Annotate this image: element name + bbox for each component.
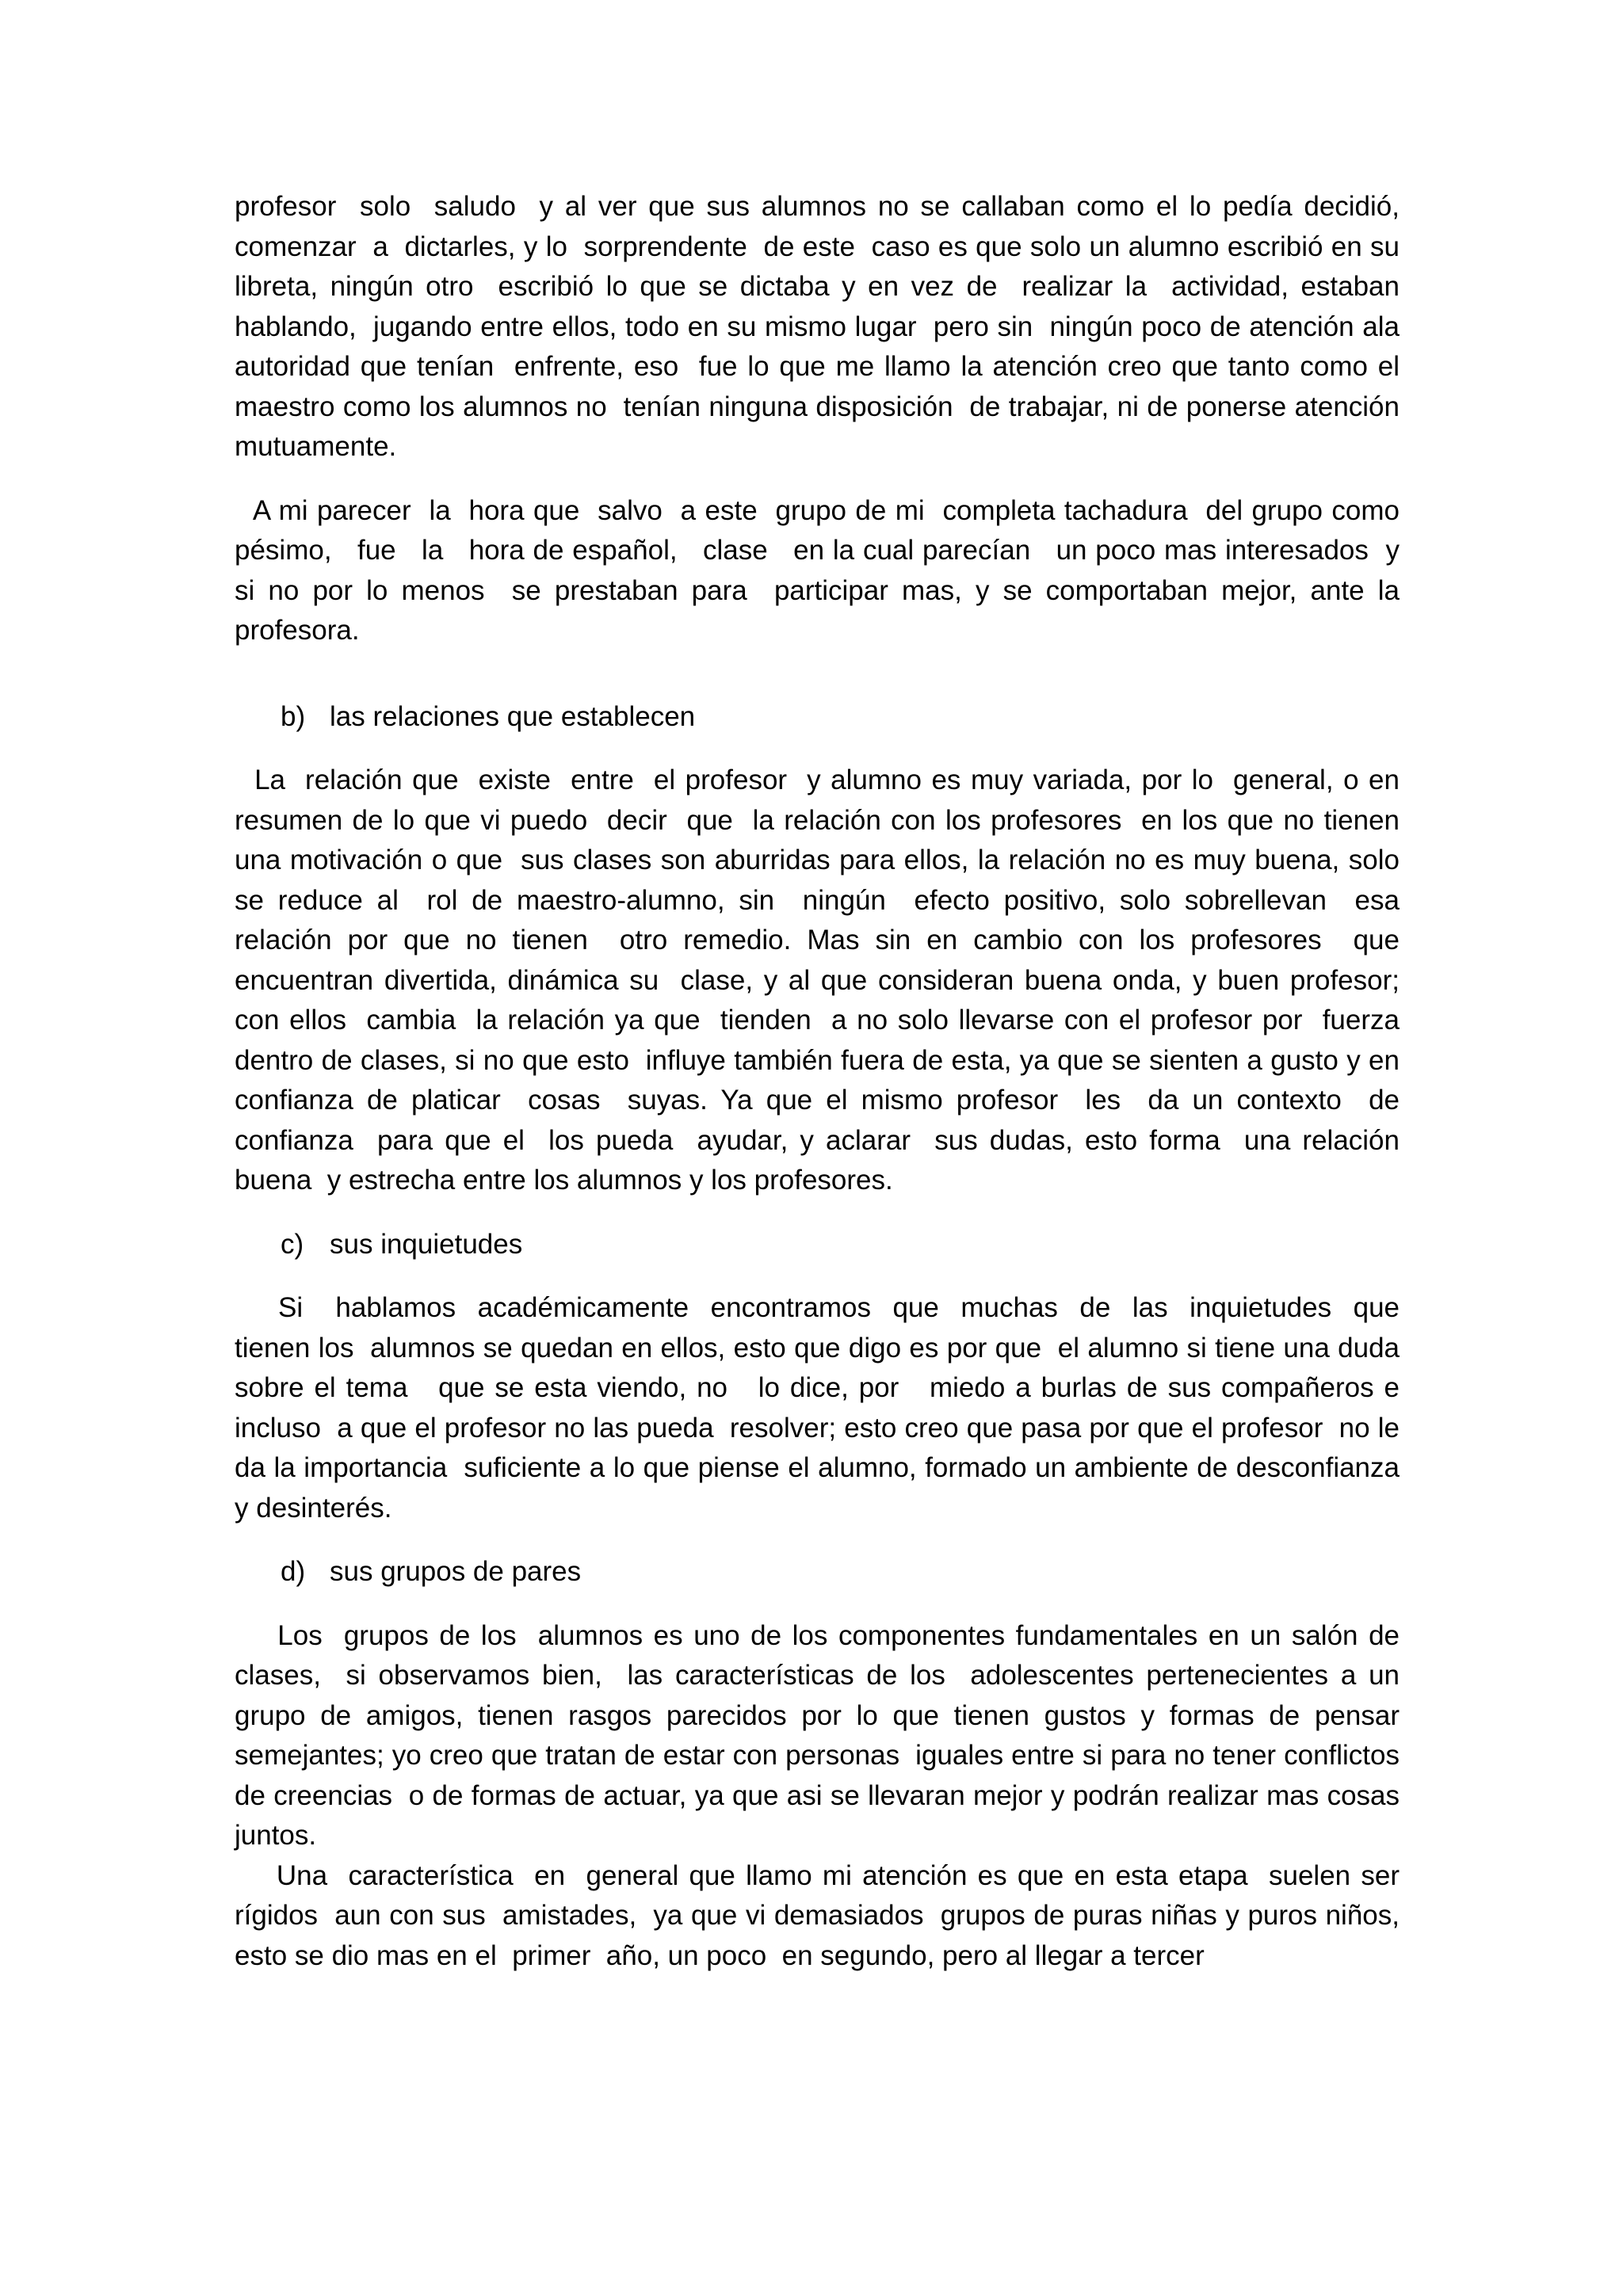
section-marker: c): [281, 1228, 304, 1260]
spacer: [235, 467, 1400, 491]
section-paragraph: Una característica en general que llamo mi atención es que en esta etapa suelen ser rígidos aun con sus amistades, ya que vi demasiados grupos de puras niñas y puros niños, esto se dio mas en el primer año, un poco en segundo, pero al llegar a tercer: [235, 1859, 1407, 1971]
section-title: sus grupos de pares: [330, 1556, 582, 1587]
section-heading: [235, 1225, 1400, 1265]
section-title: las relaciones que establecen: [330, 700, 696, 732]
intro-paragraph: profesor solo saludo y al ver que sus alumnos no se callaban como el lo pedía decidió, comenzar a dictarles, y lo sorprendente de este caso es que solo un alumno escribió en su libreta, ningún otro escribió lo que se dictaba y en vez de realizar la actividad, estaban hablando, jugando entre ellos, todo en su mismo lugar pero sin ningún poco de atención ala autoridad que tenían enfrente, eso fue lo que me llamo la atención creo que tanto como el maestro como los alumnos no tenían ninguna disposición de trabajar, ni de ponerse atención mutuamente.: [235, 191, 1415, 462]
spacer: [235, 1264, 1400, 1288]
section-marker: d): [281, 1556, 306, 1587]
spacer: [235, 737, 1400, 761]
section-inquietudes: [235, 1225, 1423, 1529]
section-relaciones: [235, 697, 1415, 1201]
section-title: sus inquietudes: [330, 1228, 523, 1260]
spacer: [235, 651, 1400, 697]
section-heading: [235, 1552, 1400, 1592]
spacer: [235, 1201, 1400, 1225]
section-paragraph: Los grupos de los alumnos es uno de los componentes fundamentales en un salón de clases, si observamos bien, las características de los adolescentes pertenecientes a un grupo de amigos, tienen rasgos parecidos por lo que tienen gustos y formas de pensar semejantes; yo creo que tratan de estar con personas iguales entre si para no tener conflictos de creencias o de formas de actuar, ya que asi se llevaran mejor y podrán realizar mas cosas juntos.: [235, 1619, 1407, 1851]
section-heading: [235, 697, 1400, 738]
spacer: [235, 1592, 1400, 1616]
section-grupos-pares: [235, 1552, 1407, 1976]
document-page: [235, 187, 1423, 1976]
spacer: [235, 1528, 1400, 1552]
opinion-paragraph: A mi parecer la hora que salvo a este grupo de mi completa tachadura del grupo como pésimo, fue la hora de español, clase en la cual parecían un poco mas interesados y si no por lo menos se prestaban para participar mas, y se comportaban mejor, ante la profesora.: [235, 494, 1407, 646]
section-paragraph: Si hablamos académicamente encontramos que muchas de las inquietudes que tienen los alumnos se quedan en ellos, esto que digo es por que el alumno si tiene una duda sobre el tema que se esta viendo, no lo dice, por miedo a burlas de sus compañeros e incluso a que el profesor no las pueda resolver; esto creo que pasa por que el profesor no le da la importancia suficiente a lo que piense el alumno, formado un ambiente de desconfianza y desinterés.: [235, 1292, 1423, 1524]
section-marker: b): [281, 700, 306, 732]
section-paragraph: La relación que existe entre el profesor y alumno es muy variada, por lo general, o en resumen de lo que vi puedo decir que la relación con los profesores en los que no tienen una motivación o que sus clases son aburridas para ellos, la relación no es muy buena, solo se reduce al rol de maestro-alumno, sin ningún efecto positivo, solo sobrellevan esa relación por que no tienen otro remedio. Mas sin en cambio con los profesores que encuentran divertida, dinámica su clase, y al que consideran buena onda, y buen profesor; con ellos cambia la relación ya que tienden a no solo llevarse con el profesor por fuerza dentro de clases, si no que esto influye también fuera de esta, ya que se sienten a gusto y en confianza de platicar cosas suyas. Ya que el mismo profesor les da un contexto de confianza para que el los pueda ayudar, y aclarar sus dudas, esto forma una relación buena y estrecha entre los alumnos y los profesores.: [235, 765, 1415, 1196]
